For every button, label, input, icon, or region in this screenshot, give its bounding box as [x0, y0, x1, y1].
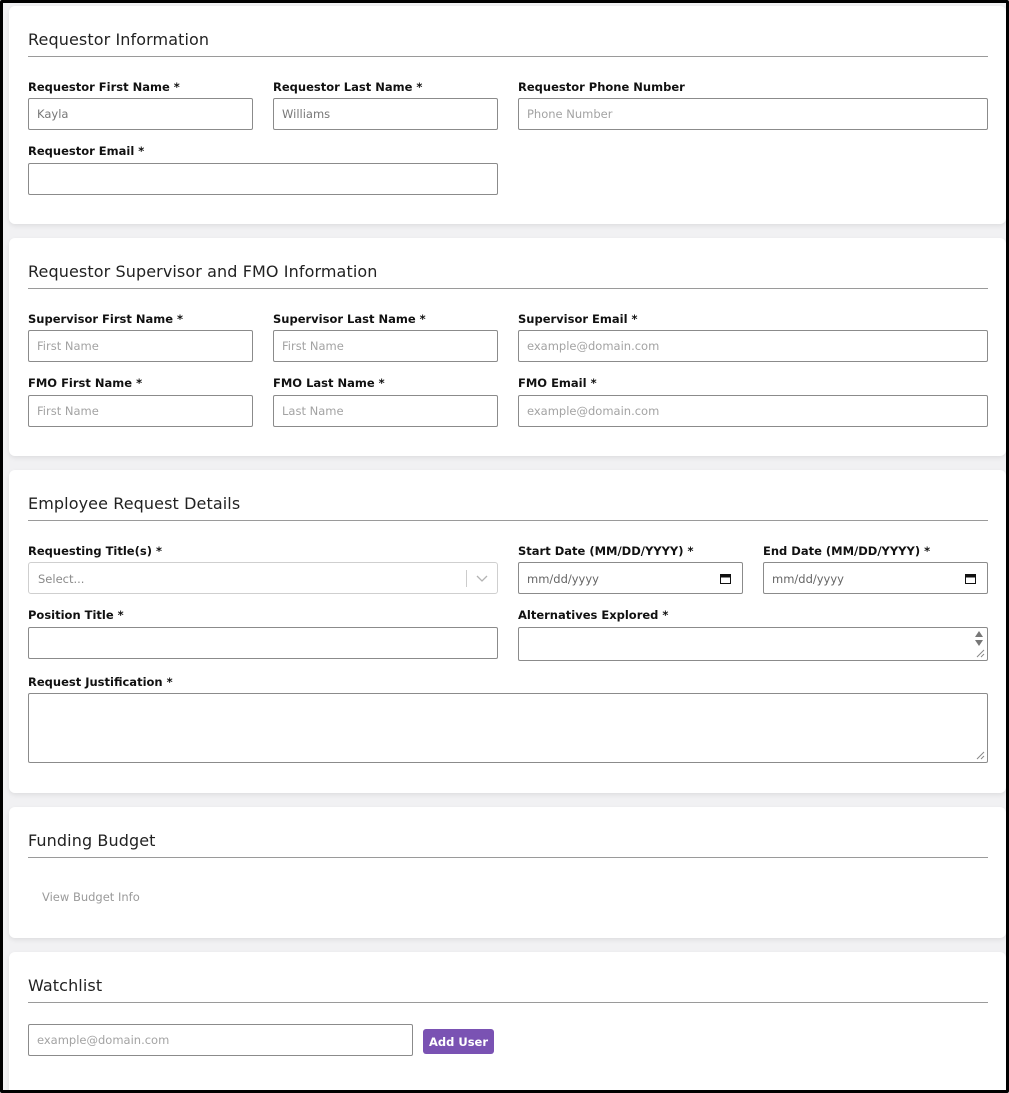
end-date-placeholder: mm/dd/yyyy	[772, 572, 844, 586]
alternatives-explored-label: Alternatives Explored *	[518, 608, 669, 622]
watchlist-heading: Watchlist	[28, 976, 103, 995]
requestor-email-label: Requestor Email *	[28, 144, 145, 158]
end-date-label: End Date (MM/DD/YYYY) *	[763, 544, 931, 558]
add-user-button[interactable]: Add User	[423, 1029, 494, 1054]
supervisor-last-name-label: Supervisor Last Name *	[273, 312, 426, 326]
employee-request-details-card	[9, 470, 1006, 793]
fmo-last-name-input[interactable]	[273, 395, 498, 427]
section-divider	[28, 56, 988, 57]
section-divider	[28, 288, 988, 289]
employee-request-details-heading: Employee Request Details	[28, 494, 241, 513]
requestor-first-name-label: Requestor First Name *	[28, 80, 180, 94]
fmo-email-input[interactable]	[518, 395, 988, 427]
requestor-information-heading: Requestor Information	[28, 30, 210, 49]
supervisor-email-label: Supervisor Email *	[518, 312, 638, 326]
end-date-input[interactable]	[763, 562, 988, 594]
request-justification-textarea[interactable]	[28, 693, 988, 763]
requestor-phone-input[interactable]	[518, 98, 988, 130]
section-divider	[28, 1002, 988, 1003]
supervisor-first-name-input[interactable]	[28, 330, 253, 362]
start-date-placeholder: mm/dd/yyyy	[527, 572, 599, 586]
requestor-first-name-input[interactable]	[28, 98, 253, 130]
requestor-email-input[interactable]	[28, 163, 498, 195]
start-date-input[interactable]	[518, 562, 743, 594]
request-justification-label: Request Justification *	[28, 675, 173, 689]
requestor-last-name-input[interactable]	[273, 98, 498, 130]
calendar-icon[interactable]	[720, 573, 731, 584]
start-date-label: Start Date (MM/DD/YYYY) *	[518, 544, 694, 558]
fmo-last-name-label: FMO Last Name *	[273, 376, 385, 390]
requestor-last-name-label: Requestor Last Name *	[273, 80, 423, 94]
requesting-titles-label: Requesting Title(s) *	[28, 544, 162, 558]
chevron-down-icon[interactable]	[476, 573, 488, 583]
fmo-email-label: FMO Email *	[518, 376, 597, 390]
spin-down-icon[interactable]	[975, 640, 983, 646]
funding-budget-heading: Funding Budget	[28, 831, 156, 850]
funding-budget-card	[9, 807, 1006, 938]
supervisor-first-name-label: Supervisor First Name *	[28, 312, 184, 326]
position-title-input[interactable]	[28, 627, 498, 659]
requesting-titles-select[interactable]	[28, 562, 498, 594]
watchlist-email-input[interactable]	[28, 1024, 413, 1056]
fmo-first-name-input[interactable]	[28, 395, 253, 427]
requestor-information-card	[9, 6, 1006, 224]
view-budget-info-link[interactable]: View Budget Info	[42, 890, 140, 904]
watchlist-card	[9, 952, 1006, 1093]
requestor-phone-label: Requestor Phone Number	[518, 80, 685, 94]
supervisor-fmo-card	[9, 238, 1006, 456]
calendar-icon[interactable]	[965, 573, 976, 584]
section-divider	[28, 857, 988, 858]
resize-grip-icon[interactable]	[976, 649, 985, 658]
alternatives-explored-textarea[interactable]	[518, 627, 988, 661]
position-title-label: Position Title *	[28, 608, 124, 622]
section-divider	[28, 520, 988, 521]
resize-grip-icon[interactable]	[976, 751, 985, 760]
fmo-first-name-label: FMO First Name *	[28, 376, 143, 390]
supervisor-last-name-input[interactable]	[273, 330, 498, 362]
select-separator	[466, 570, 467, 587]
requesting-titles-placeholder: Select...	[38, 572, 85, 586]
spin-up-icon[interactable]	[975, 631, 983, 637]
supervisor-fmo-heading: Requestor Supervisor and FMO Information	[28, 262, 378, 281]
supervisor-email-input[interactable]	[518, 330, 988, 362]
